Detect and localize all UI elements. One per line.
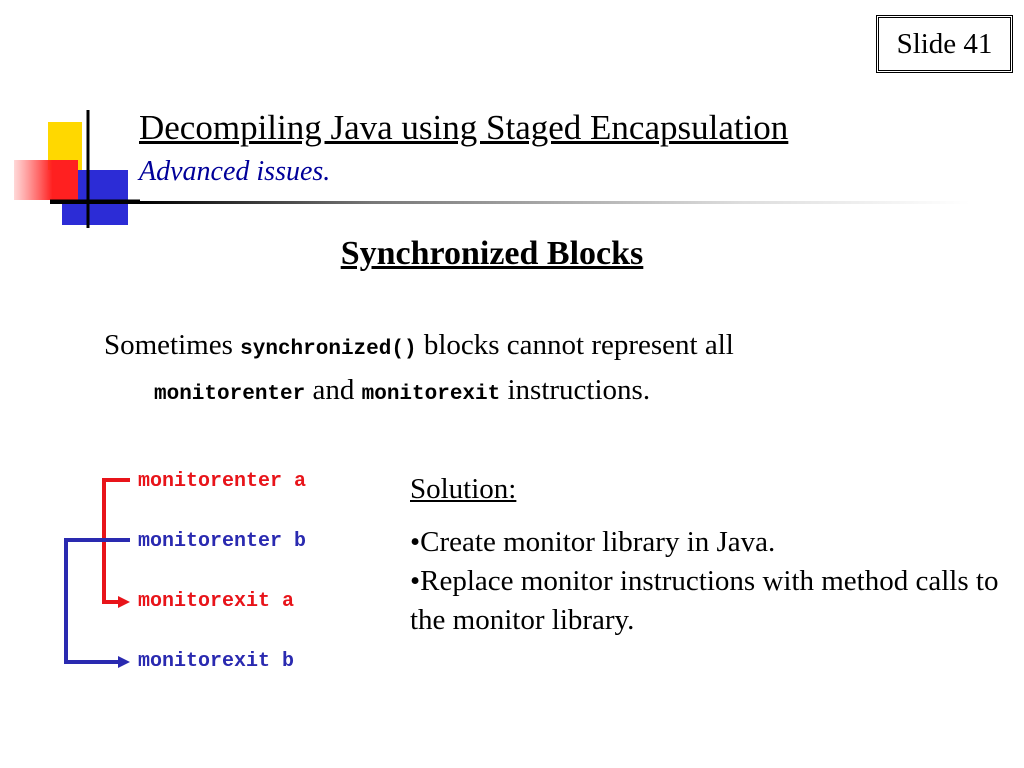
- solution-heading: Solution:: [410, 473, 517, 505]
- code-monitorenter: monitorenter: [154, 383, 306, 406]
- solution-block: [410, 470, 1010, 640]
- intro-paragraph: [104, 325, 984, 415]
- solution-bullet: •Replace monitor instructions with method calls to the monitor library.: [410, 565, 999, 636]
- slide-number: Slide 41: [876, 15, 1013, 73]
- instruction-monitorenter-a: monitorenter a: [138, 470, 307, 493]
- monitor-nesting-diagram: [50, 462, 380, 682]
- solution-bullet: •Create monitor library in Java.: [410, 526, 776, 558]
- instruction-monitorexit-a: monitorexit a: [138, 590, 295, 613]
- code-monitorexit: monitorexit: [361, 383, 501, 406]
- intro-and: and: [312, 374, 355, 406]
- code-synchronized: synchronized(): [240, 338, 417, 361]
- red-arrow-head: [118, 596, 130, 608]
- slide-title: Decompiling Java using Staged Encapsulation: [139, 108, 789, 147]
- intro-mid: blocks cannot represent all: [423, 329, 734, 361]
- intro-suffix: instructions.: [507, 374, 651, 406]
- blue-arrow-head: [118, 656, 130, 668]
- logo-red-square: [14, 160, 78, 200]
- instruction-monitorexit-b: monitorexit b: [138, 650, 295, 673]
- intro-prefix: Sometimes: [104, 329, 233, 361]
- slide-subtitle: Advanced issues.: [139, 156, 331, 187]
- title-divider: [50, 201, 970, 204]
- section-heading: Synchronized Blocks: [340, 235, 644, 272]
- instruction-monitorenter-b: monitorenter b: [138, 530, 307, 553]
- decorative-logo: [0, 100, 140, 230]
